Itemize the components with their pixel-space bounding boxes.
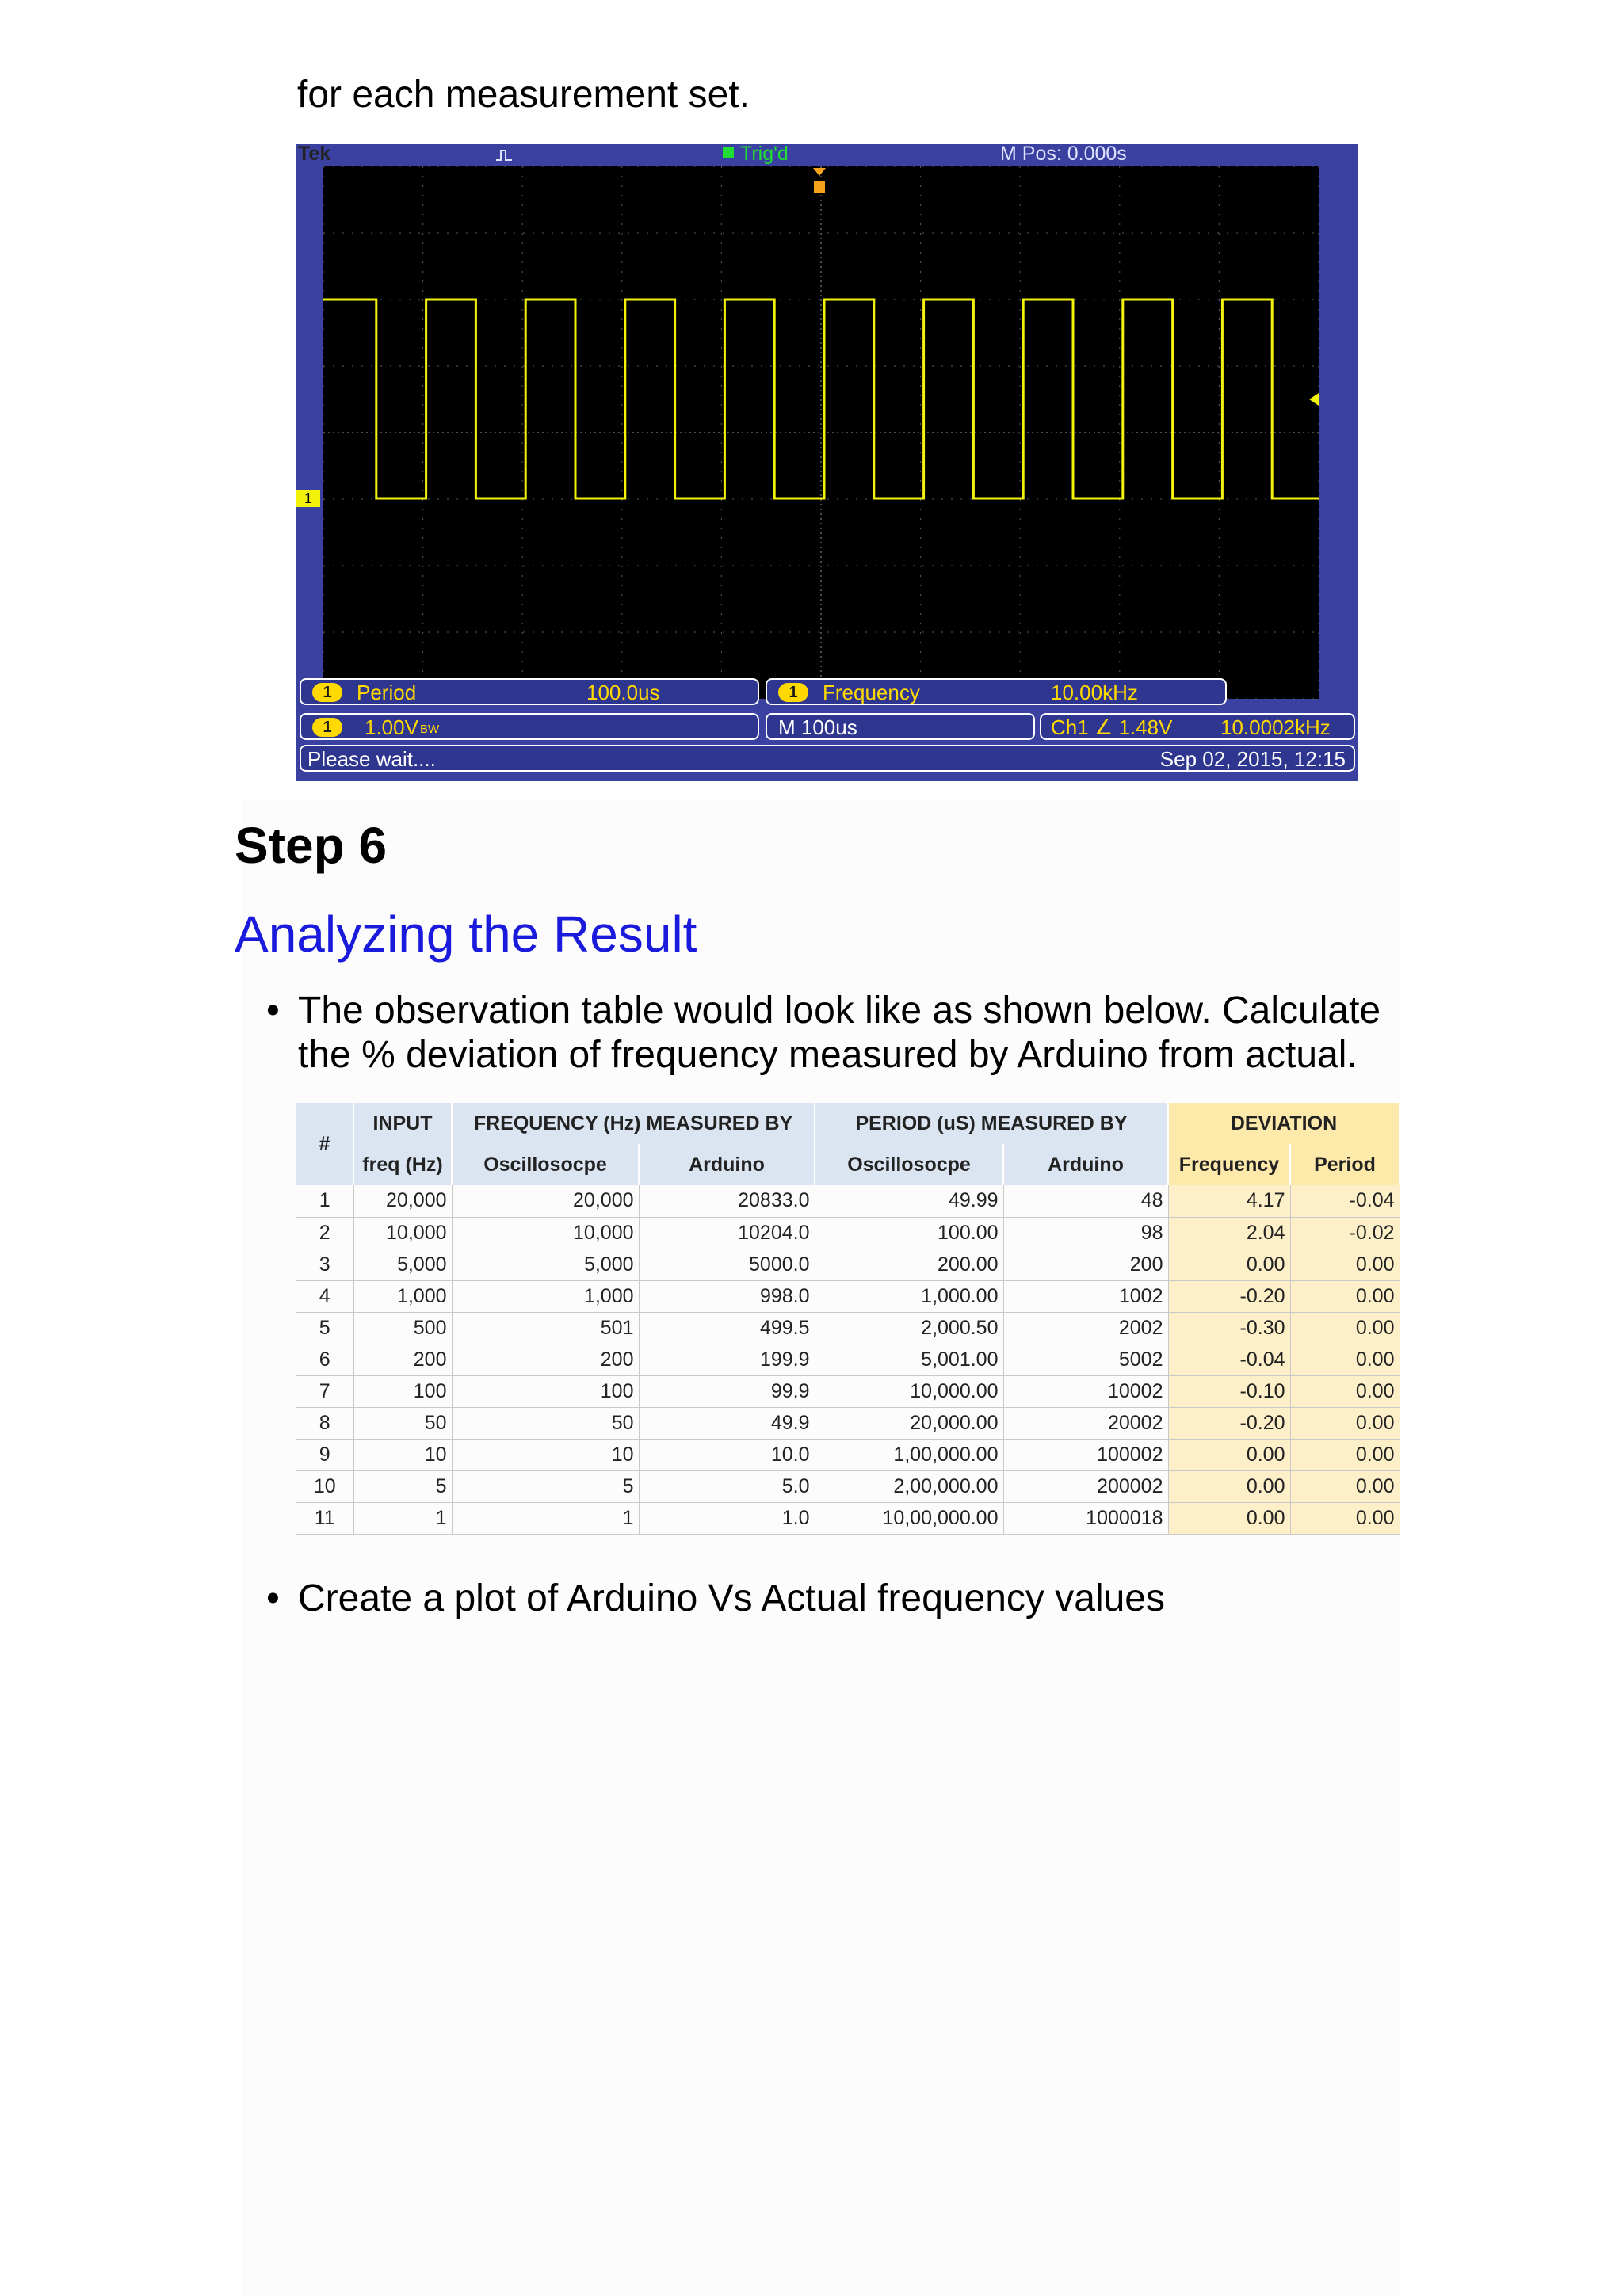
table-cell: 0.00 xyxy=(1290,1439,1400,1470)
table-cell: 1.0 xyxy=(639,1502,815,1534)
trigger-frequency: 10.0002kHz xyxy=(1220,715,1331,739)
table-cell: 2,00,000.00 xyxy=(815,1470,1003,1502)
ch1-badge: 1 xyxy=(312,718,342,737)
ch1-badge: 1 xyxy=(312,683,342,702)
table-cell: 10,00,000.00 xyxy=(815,1502,1003,1534)
table-cell: 9 xyxy=(296,1439,353,1470)
table-cell: 0.00 xyxy=(1290,1249,1400,1280)
table-cell: 2 xyxy=(296,1217,353,1249)
bandwidth-limit: BW xyxy=(420,723,440,736)
table-cell: -0.04 xyxy=(1168,1344,1290,1375)
table-cell: 10,000 xyxy=(452,1217,639,1249)
table-cell: 5 xyxy=(452,1470,639,1502)
table-cell: 200002 xyxy=(1003,1470,1168,1502)
table-cell: 0.00 xyxy=(1290,1344,1400,1375)
table-cell: 4.17 xyxy=(1168,1185,1290,1217)
table-cell: 11 xyxy=(296,1502,353,1534)
table-cell: 1,00,000.00 xyxy=(815,1439,1003,1470)
table-cell: 0.00 xyxy=(1290,1407,1400,1439)
table-cell: 199.9 xyxy=(639,1344,815,1375)
table-row xyxy=(296,1280,1400,1312)
intro-text: for each measurement set. xyxy=(297,74,750,116)
col-header: Arduino xyxy=(639,1144,815,1185)
trigger-t-icon xyxy=(814,181,825,193)
table-cell: 100 xyxy=(353,1375,452,1407)
table-row xyxy=(296,1439,1400,1470)
table-cell: 5,000 xyxy=(353,1249,452,1280)
table-cell: 4 xyxy=(296,1280,353,1312)
table-cell: 1,000 xyxy=(452,1280,639,1312)
col-header-number: # xyxy=(296,1103,353,1185)
table-cell: 1 xyxy=(296,1185,353,1217)
status-text: Please wait.... xyxy=(307,747,436,771)
step-heading: Step 6 xyxy=(235,817,388,874)
col-header: Oscillosocpe xyxy=(452,1144,639,1185)
table-cell: 501 xyxy=(452,1312,639,1344)
table-cell: 0.00 xyxy=(1168,1470,1290,1502)
table-cell: 0.00 xyxy=(1290,1470,1400,1502)
table-cell: 20002 xyxy=(1003,1407,1168,1439)
table-cell: 998.0 xyxy=(639,1280,815,1312)
table-row xyxy=(296,1185,1400,1217)
table-cell: 5 xyxy=(296,1312,353,1344)
table-cell: 20,000.00 xyxy=(815,1407,1003,1439)
table-cell: 5,000 xyxy=(452,1249,639,1280)
table-cell: 200.00 xyxy=(815,1249,1003,1280)
table-row xyxy=(296,1249,1400,1280)
trigger-info: Ch1 ∠ 1.48V xyxy=(1051,715,1173,739)
table-cell: 2.04 xyxy=(1168,1217,1290,1249)
table-cell: 2002 xyxy=(1003,1312,1168,1344)
period-value: 100.0us xyxy=(586,681,660,704)
table-cell: 49.99 xyxy=(815,1185,1003,1217)
frequency-label: Frequency xyxy=(823,681,920,704)
table-cell: 10 xyxy=(452,1439,639,1470)
bullet-text: The observation table would look like as shown below. Calculate the % deviation of frequency measured by Arduino from actual. xyxy=(298,990,1381,1076)
observation-table xyxy=(296,1103,1400,1535)
status-bar xyxy=(300,745,1355,772)
table-cell: 49.9 xyxy=(639,1407,815,1439)
table-cell: 10002 xyxy=(1003,1375,1168,1407)
table-cell: 500 xyxy=(353,1312,452,1344)
bullet-dot: • xyxy=(266,1577,280,1619)
table-cell: 20833.0 xyxy=(639,1185,815,1217)
table-cell: 499.5 xyxy=(639,1312,815,1344)
table-row xyxy=(296,1312,1400,1344)
table-cell: 100.00 xyxy=(815,1217,1003,1249)
table-row xyxy=(296,1407,1400,1439)
table-cell: 200 xyxy=(353,1344,452,1375)
table-cell: 0.00 xyxy=(1290,1280,1400,1312)
table-cell: 8 xyxy=(296,1407,353,1439)
table-cell: 6 xyxy=(296,1344,353,1375)
table-row xyxy=(296,1375,1400,1407)
table-cell: 98 xyxy=(1003,1217,1168,1249)
table-row xyxy=(296,1470,1400,1502)
timebase: M 100us xyxy=(778,715,857,739)
table-cell: 1,000 xyxy=(353,1280,452,1312)
table-cell: 2,000.50 xyxy=(815,1312,1003,1344)
table-row xyxy=(296,1502,1400,1534)
col-header: Period xyxy=(1290,1144,1400,1185)
table-cell: 48 xyxy=(1003,1185,1168,1217)
col-header: freq (Hz) xyxy=(353,1144,452,1185)
table-cell: 5,001.00 xyxy=(815,1344,1003,1375)
table-cell: 5 xyxy=(353,1470,452,1502)
table-cell: 1 xyxy=(452,1502,639,1534)
oscilloscope-screenshot xyxy=(296,144,1358,781)
m-pos-readout: M Pos: 0.000s xyxy=(1000,143,1127,165)
table-cell: 5000.0 xyxy=(639,1249,815,1280)
group-header-frequency: FREQUENCY (Hz) MEASURED BY xyxy=(452,1103,815,1144)
group-header-input: INPUT xyxy=(353,1103,452,1144)
table-cell: 10,000.00 xyxy=(815,1375,1003,1407)
table-row xyxy=(296,1344,1400,1375)
table-cell: -0.30 xyxy=(1168,1312,1290,1344)
table-cell: 7 xyxy=(296,1375,353,1407)
table-cell: 99.9 xyxy=(639,1375,815,1407)
table-cell: -0.20 xyxy=(1168,1280,1290,1312)
trigger-info-box xyxy=(1040,713,1355,740)
table-cell: 50 xyxy=(452,1407,639,1439)
section-heading: Analyzing the Result xyxy=(235,906,697,963)
col-header: Arduino xyxy=(1003,1144,1168,1185)
channel-scale: 1.00V xyxy=(365,715,418,739)
bullet-text: Create a plot of Arduino Vs Actual frequency values xyxy=(298,1577,1165,1619)
table-cell: 1,000.00 xyxy=(815,1280,1003,1312)
table-cell: 20,000 xyxy=(452,1185,639,1217)
channel-scale-box xyxy=(300,713,759,740)
table-cell: 0.00 xyxy=(1168,1249,1290,1280)
period-label: Period xyxy=(357,681,417,704)
ch1-badge: 1 xyxy=(778,683,808,702)
group-header-deviation: DEVIATION xyxy=(1168,1103,1400,1144)
frequency-measurement xyxy=(766,678,1227,705)
table-cell: 0.00 xyxy=(1290,1502,1400,1534)
table-row xyxy=(296,1217,1400,1249)
table-cell: 5002 xyxy=(1003,1344,1168,1375)
table-cell: 200 xyxy=(1003,1249,1168,1280)
bullet-dot: • xyxy=(266,990,280,1032)
table-cell: 10 xyxy=(296,1470,353,1502)
table-cell: 50 xyxy=(353,1407,452,1439)
table-cell: 200 xyxy=(452,1344,639,1375)
col-header: Oscillosocpe xyxy=(815,1144,1003,1185)
group-header-period: PERIOD (uS) MEASURED BY xyxy=(815,1103,1168,1144)
table-cell: 100002 xyxy=(1003,1439,1168,1470)
table-cell: 10,000 xyxy=(353,1217,452,1249)
col-header: Frequency xyxy=(1168,1144,1290,1185)
table-cell: 10 xyxy=(353,1439,452,1470)
date-time: Sep 02, 2015, 12:15 xyxy=(1159,747,1346,771)
table-cell: 100 xyxy=(452,1375,639,1407)
trigger-status: Trig'd xyxy=(740,143,789,165)
table-cell: -0.10 xyxy=(1168,1375,1290,1407)
table-cell: 10.0 xyxy=(639,1439,815,1470)
timebase-box xyxy=(766,713,1035,740)
table-cell: -0.04 xyxy=(1290,1185,1400,1217)
table-cell: -0.20 xyxy=(1168,1407,1290,1439)
table-cell: 0.00 xyxy=(1290,1312,1400,1344)
scope-brand: Tek xyxy=(298,143,331,165)
table-cell: 1002 xyxy=(1003,1280,1168,1312)
table-cell: 0.00 xyxy=(1168,1502,1290,1534)
table-cell: 1000018 xyxy=(1003,1502,1168,1534)
table-cell: 0.00 xyxy=(1290,1375,1400,1407)
channel-1-ground-label: 1 xyxy=(304,490,313,506)
table-cell: 0.00 xyxy=(1168,1439,1290,1470)
period-measurement xyxy=(300,678,759,705)
table-cell: 10204.0 xyxy=(639,1217,815,1249)
table-cell: 3 xyxy=(296,1249,353,1280)
table-cell: -0.02 xyxy=(1290,1217,1400,1249)
table-cell: 5.0 xyxy=(639,1470,815,1502)
table-cell: 20,000 xyxy=(353,1185,452,1217)
frequency-value: 10.00kHz xyxy=(1051,681,1138,704)
table-cell: 1 xyxy=(353,1502,452,1534)
